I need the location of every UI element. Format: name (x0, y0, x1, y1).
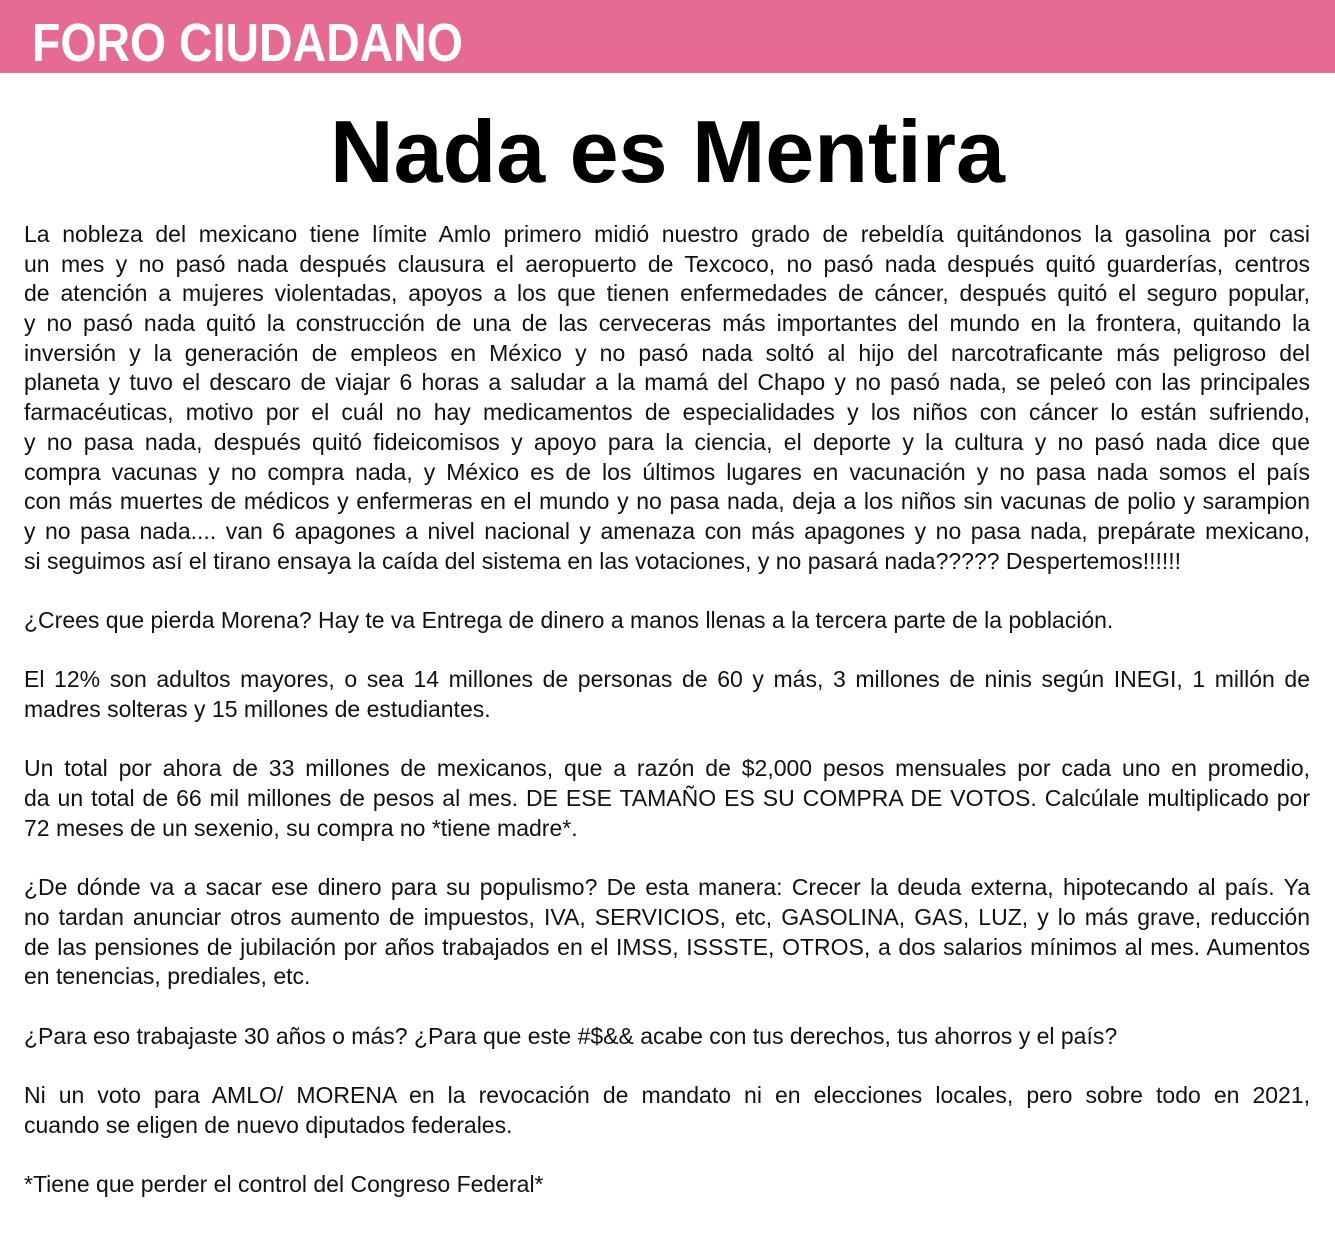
paragraph (24, 873, 1310, 992)
paragraph (24, 1081, 1310, 1140)
text-line: *Tiene que perder el control del Congreso Federal* (24, 1171, 544, 1197)
article-body (24, 220, 1310, 1229)
text-line: no tardan anunciar otros aumento de impuestos, IVA, SERVICIOS, etc, GASOLINA, GAS, LUZ, y lo más grave, reducción (24, 903, 1310, 930)
text-line: cuando se eligen de nuevo diputados federales. (24, 1111, 513, 1138)
text-line: Un total por ahora de 33 millones de mexicanos, que a razón de $2,000 pesos mensuales por cada uno en promedio, (24, 755, 1310, 782)
text-line: ¿De dónde va a sacar ese dinero para su populismo? De esta manera: Crecer la deuda externa, hipotecando al país. Ya (24, 874, 1310, 901)
text-line: y no pasa nada, después quitó fideicomisos y apoyo para la ciencia, el deporte y la cultura y no pasó nada dice que (24, 428, 1310, 455)
section-header-bar (0, 0, 1335, 73)
text-line: farmacéuticas, motivo por el cuál no hay medicamentos de especialidades y los niños con cáncer lo están sufriendo, (24, 399, 1310, 426)
section-label: FORO CIUDADANO (32, 13, 463, 73)
text-line: planeta y tuvo el descaro de viajar 6 horas a saludar a la mamá del Chapo y no pasó nada, se peleó con las principales (24, 369, 1310, 396)
text-line: Ni un voto para AMLO/ MORENA en la revocación de mandato ni en elecciones locales, pero sobre todo en 2021, (24, 1081, 1310, 1108)
paragraph (24, 665, 1310, 724)
text-line: con más muertes de médicos y enfermeras en el mundo y no pasa nada, deja a los niños sin vacunas de polio y sarampion (24, 488, 1310, 515)
text-line: un mes y no pasó nada después clausura el aeropuerto de Texcoco, no pasó nada después quitó guarderías, centros (24, 250, 1310, 277)
text-line: de atención a mujeres violentadas, apoyos a los que tienen enfermedades de cáncer, después quitó el seguro popular, (24, 280, 1310, 307)
text-line: ¿Para eso trabajaste 30 años o más? ¿Para que este #$&& acabe con tus derechos, tus ahorros y el país? (24, 1022, 1118, 1049)
text-line: si seguimos así el tirano ensaya la caída del sistema en las votaciones, y no pasará nada????? Despertemos!!!!!! (24, 547, 1182, 574)
paragraph (24, 754, 1310, 843)
paragraph (24, 1170, 1310, 1200)
paragraph (24, 606, 1310, 636)
text-line: 72 meses de un sexenio, su compra no *tiene madre*. (24, 814, 578, 841)
article-title: Nada es Mentira (330, 102, 1005, 201)
text-line: ¿Crees que pierda Morena? Hay te va Entrega de dinero a manos llenas a la tercera parte de la población. (24, 606, 1114, 633)
paragraph (24, 1022, 1310, 1052)
text-line: y no pasa nada.... van 6 apagones a nivel nacional y amenaza con más apagones y no pasa nada, prepárate mexicano, (24, 517, 1310, 544)
text-line: La nobleza del mexicano tiene límite Amlo primero midió nuestro grado de rebeldía quitándonos la gasolina por casi (24, 221, 1310, 247)
text-line: compra vacunas y no compra nada, y México es de los últimos lugares en vacunación y no pasa nada somos el país (24, 458, 1310, 485)
text-line: da un total de 66 mil millones de pesos al mes. DE ESE TAMAÑO ES SU COMPRA DE VOTOS. Calcúlale multiplicado por (24, 785, 1310, 812)
text-line: inversión y la generación de empleos en México y no pasó nada soltó al hijo del narcotraficante más peligroso del (24, 339, 1310, 366)
text-line: madres solteras y 15 millones de estudiantes. (24, 696, 491, 722)
paragraph (24, 220, 1310, 576)
text-line: y no pasó nada quitó la construcción de una de las cerveceras más importantes del mundo en la frontera, quitando la (24, 310, 1310, 337)
text-line: de las pensiones de jubilación por años trabajados en el IMSS, ISSSTE, OTROS, a dos salarios mínimos al mes. Aumentos (24, 933, 1310, 960)
text-line: en tenencias, prediales, etc. (24, 963, 311, 990)
text-line: El 12% son adultos mayores, o sea 14 millones de personas de 60 y más, 3 millones de ninis según INEGI, 1 millón de (24, 666, 1310, 693)
